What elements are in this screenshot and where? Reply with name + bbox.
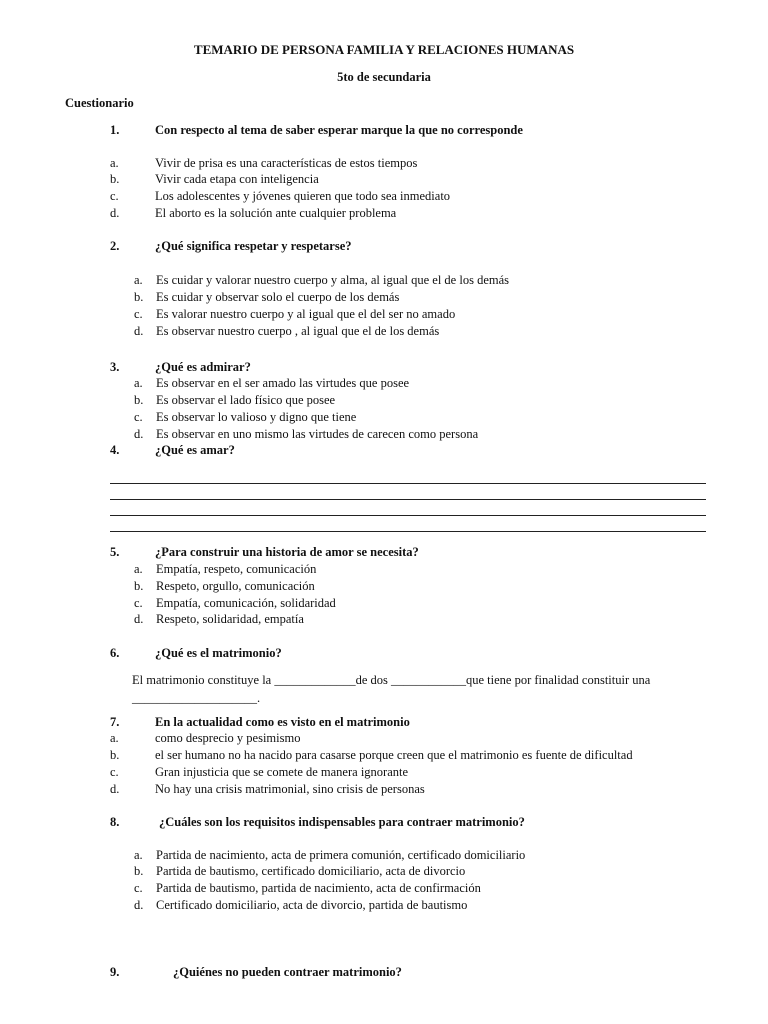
fill-in-blank[interactable]: ____________________. xyxy=(132,691,261,705)
option-text: No hay una crisis matrimonial, sino crisis de personas xyxy=(155,782,425,796)
question-number: 8. xyxy=(110,815,120,829)
question-number: 2. xyxy=(110,239,120,253)
option-text: Empatía, comunicación, solidaridad xyxy=(156,596,336,610)
option-letter: b. xyxy=(134,864,144,878)
option-letter: b. xyxy=(134,579,144,593)
question-number: 5. xyxy=(110,545,120,559)
question-text: ¿Quiénes no pueden contraer matrimonio? xyxy=(173,965,402,979)
question-text: ¿Qué significa respetar y respetarse? xyxy=(155,239,352,253)
option-text: Respeto, solidaridad, empatía xyxy=(156,612,304,626)
option-letter: c. xyxy=(134,410,143,424)
option-text: Gran injusticia que se comete de manera ignorante xyxy=(155,765,409,779)
question-text: ¿Qué es admirar? xyxy=(155,360,251,374)
option-text: Es observar nuestro cuerpo , al igual que el de los demás xyxy=(156,324,440,338)
option-text: Es valorar nuestro cuerpo y al igual que el del ser no amado xyxy=(156,307,456,321)
option-text: Es cuidar y valorar nuestro cuerpo y alma, al igual que el de los demás xyxy=(156,273,510,287)
option-text: Los adolescentes y jóvenes quieren que todo sea inmediato xyxy=(155,189,451,203)
option-letter: b. xyxy=(110,172,120,186)
answer-line[interactable] xyxy=(110,499,706,500)
question-number: 6. xyxy=(110,646,120,660)
option-text: Partida de bautismo, partida de nacimiento, acta de confirmación xyxy=(156,881,481,895)
option-letter: d. xyxy=(134,612,144,626)
question-number: 7. xyxy=(110,715,120,729)
option-text: Es observar lo valioso y digno que tiene xyxy=(156,410,357,424)
option-letter: a. xyxy=(134,273,143,287)
question-number: 9. xyxy=(110,965,120,979)
answer-line[interactable] xyxy=(110,531,706,532)
option-letter: d. xyxy=(110,782,120,796)
option-text: Empatía, respeto, comunicación xyxy=(156,562,317,576)
option-letter: c. xyxy=(134,307,143,321)
option-letter: b. xyxy=(134,290,144,304)
question-text: ¿Para construir una historia de amor se necesita? xyxy=(155,545,419,559)
option-letter: d. xyxy=(134,427,144,441)
option-letter: c. xyxy=(134,596,143,610)
option-letter: c. xyxy=(134,881,143,895)
option-text: Es cuidar y observar solo el cuerpo de los demás xyxy=(156,290,400,304)
option-letter: a. xyxy=(134,376,143,390)
option-text: como desprecio y pesimismo xyxy=(155,731,301,745)
question-number: 1. xyxy=(110,123,120,137)
option-letter: b. xyxy=(110,748,120,762)
document-title: TEMARIO DE PERSONA FAMILIA Y RELACIONES HUMANAS xyxy=(193,42,575,57)
option-letter: a. xyxy=(110,156,119,170)
question-text: ¿Qué es amar? xyxy=(155,443,235,457)
option-text: el ser humano no ha nacido para casarse porque creen que el matrimonio es fuente de dificultad xyxy=(155,748,633,762)
question-text: ¿Cuáles son los requisitos indispensables para contraer matrimonio? xyxy=(159,815,525,829)
option-letter: a. xyxy=(134,848,143,862)
option-letter: c. xyxy=(110,765,119,779)
answer-line[interactable] xyxy=(110,483,706,484)
option-letter: a. xyxy=(134,562,143,576)
question-number: 4. xyxy=(110,443,120,457)
answer-line[interactable] xyxy=(110,515,706,516)
question-text: Con respecto al tema de saber esperar marque la que no corresponde xyxy=(155,123,523,137)
option-letter: d. xyxy=(110,206,120,220)
option-letter: d. xyxy=(134,898,144,912)
document-subtitle: 5to de secundaria xyxy=(337,70,431,84)
option-letter: d. xyxy=(134,324,144,338)
option-text: Partida de bautismo, certificado domiciliario, acta de divorcio xyxy=(156,864,466,878)
option-text: El aborto es la solución ante cualquier problema xyxy=(155,206,397,220)
question-number: 3. xyxy=(110,360,120,374)
option-text: Respeto, orgullo, comunicación xyxy=(156,579,315,593)
option-letter: c. xyxy=(110,189,119,203)
section-heading: Cuestionario xyxy=(65,96,134,110)
option-text: Es observar en el ser amado las virtudes que posee xyxy=(156,376,410,390)
fill-in-sentence[interactable]: El matrimonio constituye la _____________de dos ____________que tiene por finalidad constituir una xyxy=(132,673,651,687)
question-text: En la actualidad como es visto en el matrimonio xyxy=(155,715,410,729)
option-text: Vivir cada etapa con inteligencia xyxy=(155,172,319,186)
option-letter: a. xyxy=(110,731,119,745)
option-text: Es observar el lado físico que posee xyxy=(156,393,336,407)
question-text: ¿Qué es el matrimonio? xyxy=(155,646,282,660)
option-text: Partida de nacimiento, acta de primera comunión, certificado domiciliario xyxy=(156,848,526,862)
option-text: Certificado domiciliario, acta de divorcio, partida de bautismo xyxy=(156,898,468,912)
option-text: Es observar en uno mismo las virtudes de carecen como persona xyxy=(156,427,479,441)
option-letter: b. xyxy=(134,393,144,407)
option-text: Vivir de prisa es una características de estos tiempos xyxy=(155,156,418,170)
